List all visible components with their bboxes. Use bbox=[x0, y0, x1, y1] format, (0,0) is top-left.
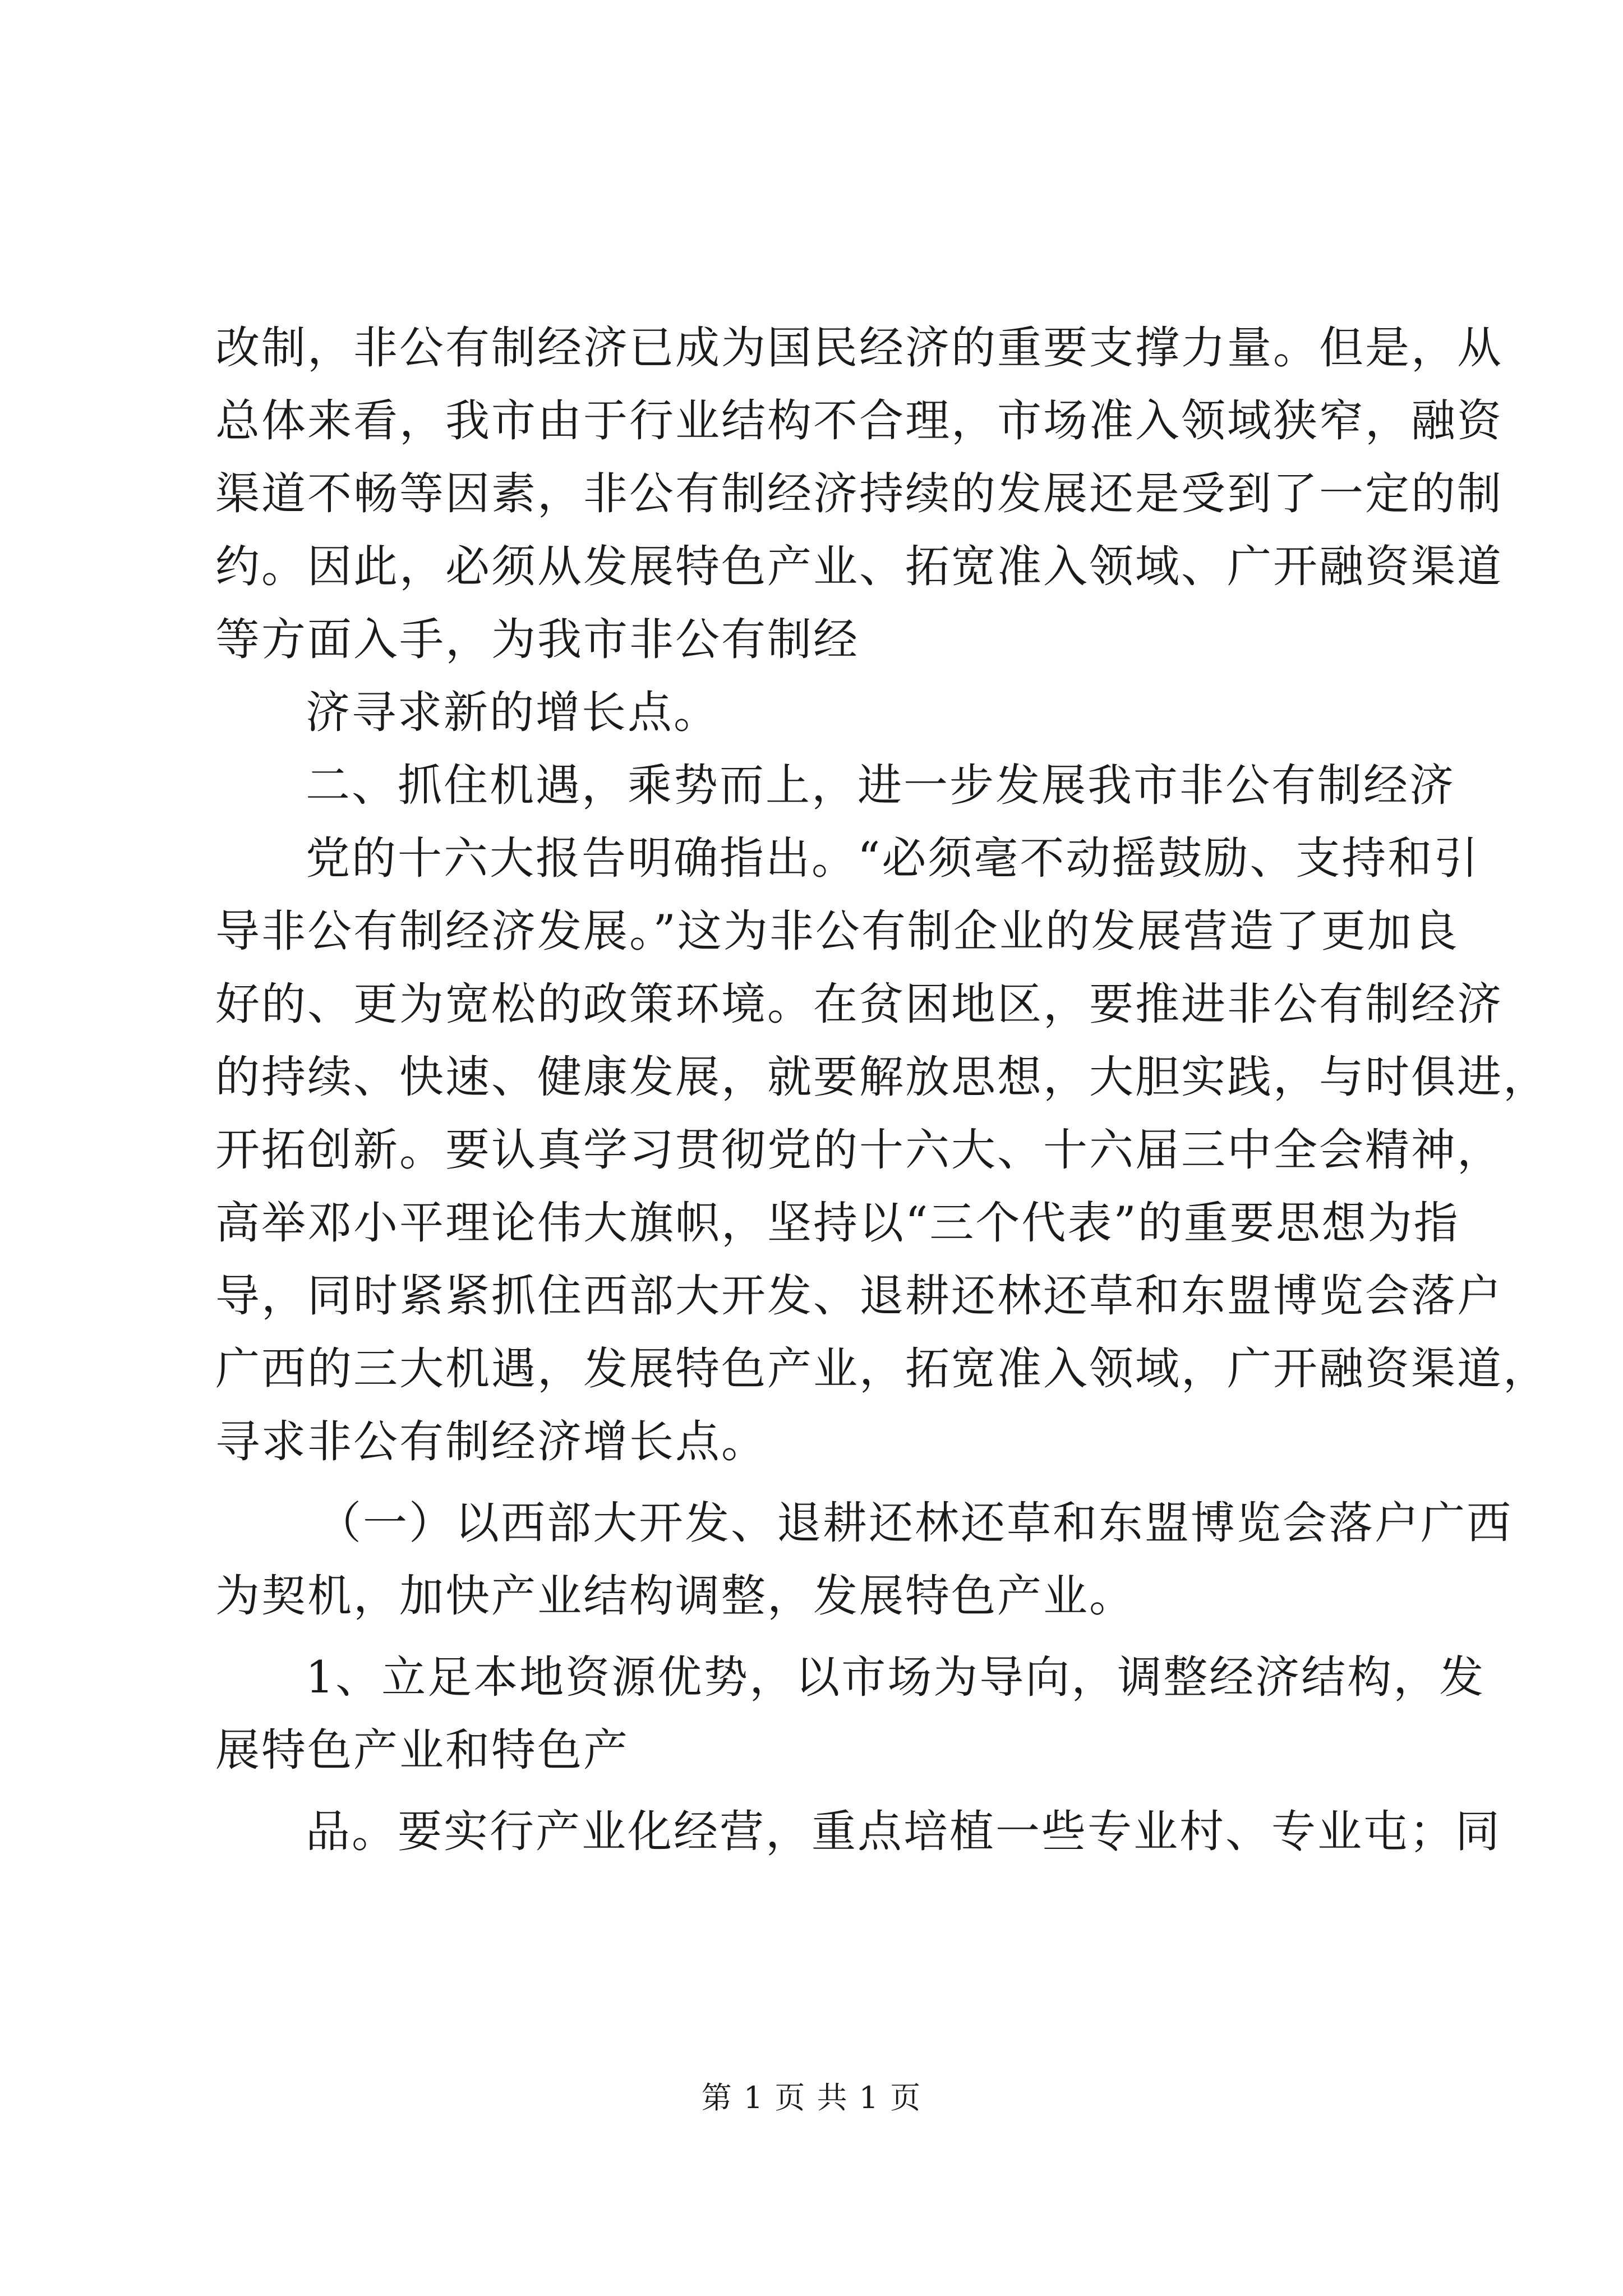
text-line: 约。因此，必须从发展特色产业、拓宽准入领域、广开融资渠道 bbox=[215, 541, 1503, 592]
text-line: 党的十六大报告明确指出。“必须毫不动摇鼓励、支持和引 bbox=[306, 832, 1480, 884]
text-line: 寻求非公有制经济增长点。 bbox=[215, 1416, 767, 1467]
text-line: 渠道不畅等因素，非公有制经济持续的发展还是受到了一定的制 bbox=[215, 468, 1503, 519]
text-line: 高举邓小平理论伟大旗帜，坚持以“三个代表”的重要思想为指 bbox=[215, 1197, 1460, 1249]
text-line: 总体来看，我市由于行业结构不合理，市场准入领域狭窄，融资 bbox=[215, 395, 1503, 447]
text-line: 改制，非公有制经济已成为国民经济的重要支撑力量。但是，从 bbox=[215, 322, 1503, 374]
text-line: 开拓创新。要认真学习贯彻党的十六大、十六届三中全会精神， bbox=[215, 1124, 1503, 1176]
text-line: 为契机，加快产业结构调整，发展特色产业。 bbox=[215, 1570, 1135, 1622]
text-line: 的持续、快速、健康发展，就要解放思想，大胆实践，与时俱进， bbox=[215, 1051, 1549, 1103]
text-line: 导，同时紧紧抓住西部大开发、退耕还林还草和东盟博览会落户 bbox=[215, 1270, 1503, 1322]
text-line: 济寻求新的增长点。 bbox=[306, 687, 720, 738]
text-line: 广西的三大机遇，发展特色产业，拓宽准入领域，广开融资渠道， bbox=[215, 1343, 1549, 1395]
page-number-footer: 第 1 页 共 1 页 bbox=[701, 2080, 922, 2115]
text-line: 等方面入手，为我市非公有制经 bbox=[215, 614, 859, 665]
text-line: 品。要实行产业化经营，重点培植一些专业村、专业屯；同 bbox=[306, 1806, 1501, 1857]
text-line: 好的、更为宽松的政策环境。在贫困地区，要推进非公有制经济 bbox=[215, 978, 1503, 1030]
text-line: 导非公有制经济发展。”这为非公有制企业的发展营造了更加良 bbox=[215, 905, 1459, 957]
text-line: 1、立足本地资源优势，以市场为导向，调整经济结构，发 bbox=[306, 1651, 1486, 1703]
text-line: 展特色产业和特色产 bbox=[215, 1724, 629, 1776]
section-heading: 二、抓住机遇，乘势而上，进一步发展我市非公有制经济 bbox=[306, 760, 1455, 811]
subsection-heading: （一）以西部大开发、退耕还林还草和东盟博览会落户广西 bbox=[317, 1497, 1513, 1549]
